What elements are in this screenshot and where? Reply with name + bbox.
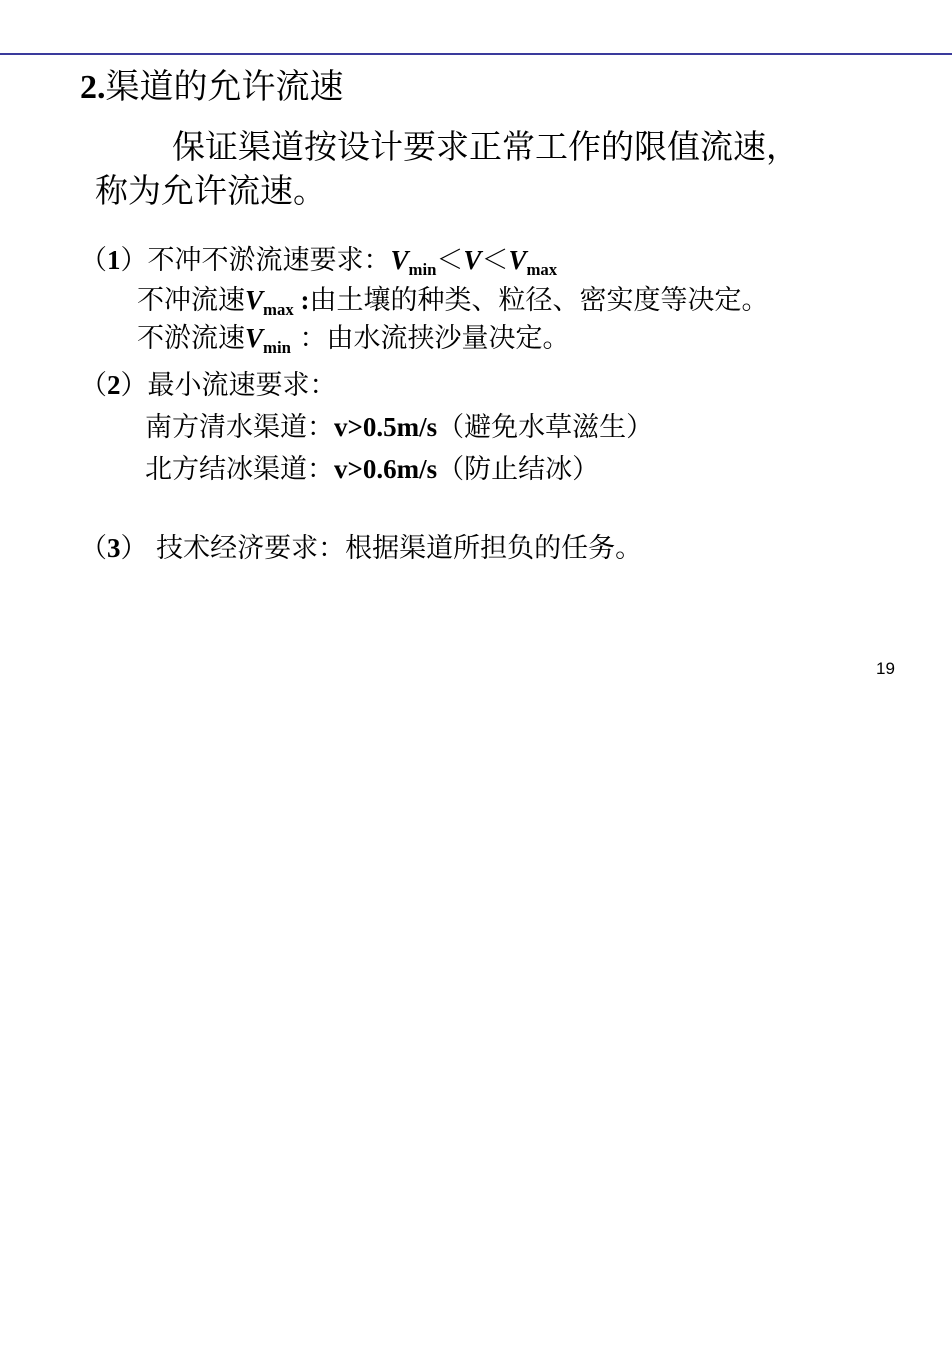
item1-heading-text: ）不冲不淤流速要求： xyxy=(120,245,391,276)
formula-sub-max: max xyxy=(526,259,558,279)
south-label: 南方清水渠道： xyxy=(145,412,334,443)
scour-text: 由土壤的种类、粒径、密实度等决定。 xyxy=(309,285,769,316)
scour-v: V xyxy=(245,285,264,315)
item1-silt-line xyxy=(137,325,570,357)
south-note: （避免水草滋生） xyxy=(437,412,654,443)
north-value: v>0.6m/s xyxy=(334,454,438,484)
item1-heading xyxy=(80,247,557,279)
intro-line-2: 称为允许流速。 xyxy=(95,171,326,210)
formula-less-than-2: ＜ xyxy=(481,245,509,276)
silt-label: 不淤流速 xyxy=(137,323,245,354)
item2-north-line xyxy=(145,456,599,483)
formula-v-max: V xyxy=(508,245,527,275)
silt-text: 由水流挟沙量决定。 xyxy=(326,323,570,354)
item3-line xyxy=(80,535,642,562)
item3-text: ） 技术经济要求：根据渠道所担负的任务。 xyxy=(120,533,643,564)
silt-v: V xyxy=(245,323,264,353)
section-title xyxy=(80,67,344,107)
silt-sub: min xyxy=(263,337,291,357)
south-value: v>0.5m/s xyxy=(334,412,438,442)
header-rule xyxy=(0,53,952,55)
formula-sub-min: min xyxy=(408,259,437,279)
item2-number: 2 xyxy=(107,370,121,400)
intro-line-1: 保证渠道按设计要求正常工作的限值流速， xyxy=(172,127,799,166)
item2-south-line xyxy=(145,414,653,441)
item2-heading xyxy=(80,372,337,399)
item2-heading-text: ）最小流速要求： xyxy=(120,370,337,401)
item3-open-paren: （ xyxy=(80,533,107,564)
scour-label: 不冲流速 xyxy=(137,285,245,316)
item1-scour-line xyxy=(137,287,768,319)
formula-v-min: V xyxy=(390,245,409,275)
page-number: 19 xyxy=(876,659,895,678)
item2-open-paren: （ xyxy=(80,370,107,401)
silt-colon: ： xyxy=(290,323,327,354)
section-title-text: 渠道的允许流速 xyxy=(105,67,344,107)
item1-open-paren: （ xyxy=(80,245,107,276)
scour-sub: max xyxy=(263,299,294,319)
formula-v: V xyxy=(463,245,482,275)
item1-number: 1 xyxy=(107,245,121,275)
formula-less-than-1: ＜ xyxy=(436,245,464,276)
item3-number: 3 xyxy=(107,533,121,563)
scour-colon: : xyxy=(293,285,310,315)
north-label: 北方结冰渠道： xyxy=(145,454,334,485)
section-number: 2. xyxy=(80,69,106,106)
north-note: （防止结冰） xyxy=(437,454,600,485)
